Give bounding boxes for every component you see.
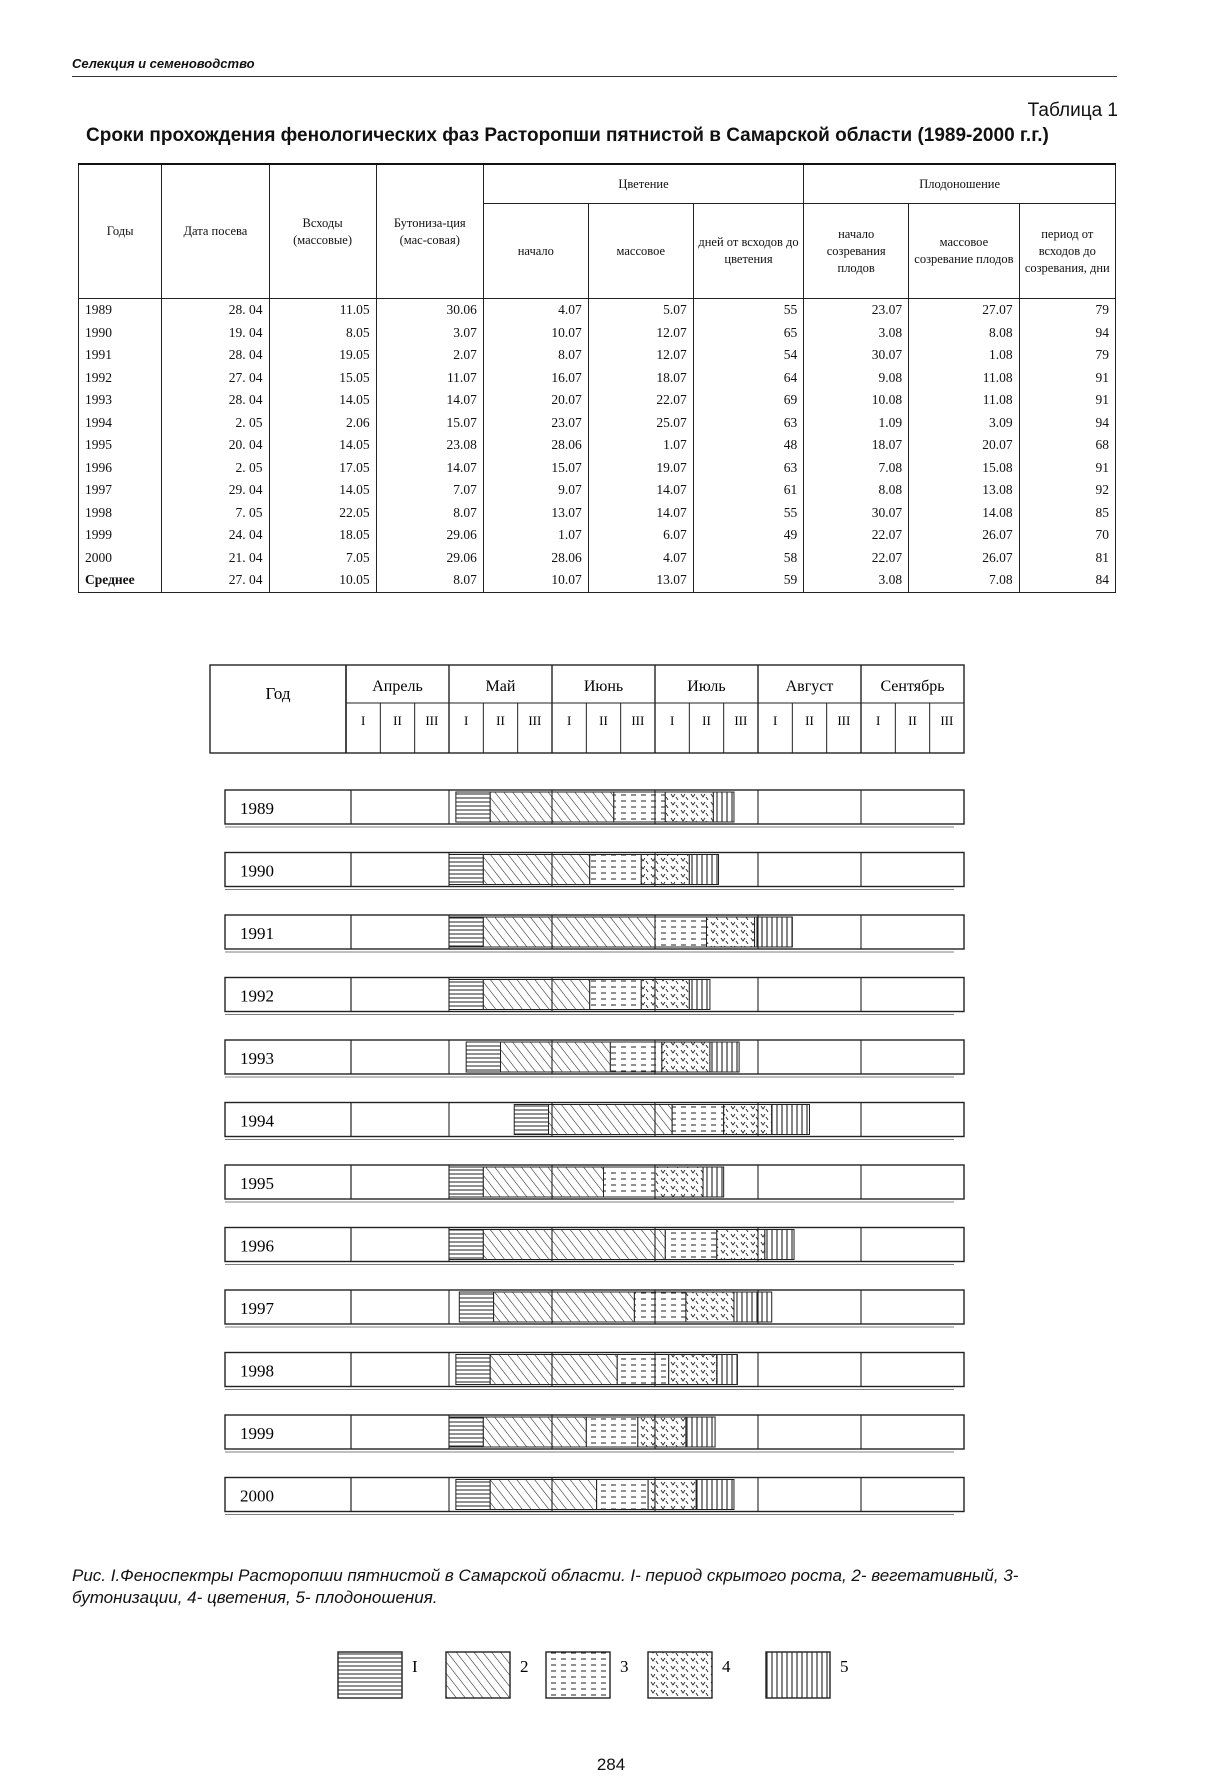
table-cell: 13.07: [483, 502, 588, 525]
phase-segment-2: [483, 917, 655, 947]
table-cell: 1.07: [588, 434, 693, 457]
table-cell: 22.07: [804, 524, 909, 547]
table-cell: 28. 04: [162, 344, 269, 367]
spectrum-year-label: 1994: [240, 1111, 274, 1131]
table-cell: 10.07: [483, 569, 588, 592]
decade-label: II: [599, 713, 608, 728]
header-days-to-flower: дней от всходов до цветения: [693, 204, 803, 299]
table-cell: 22.05: [269, 502, 376, 525]
table-cell: 23.07: [804, 299, 909, 322]
phase-segment-5: [689, 855, 718, 885]
phase-segment-3: [610, 1042, 662, 1072]
table-title: Сроки прохождения фенологических фаз Расторопши пятнистой в Самарской области (1989-2000 г.г.): [86, 125, 1049, 146]
table-cell: 11.05: [269, 299, 376, 322]
legend-swatch-4: [648, 1652, 712, 1698]
table-cell: 8.07: [483, 344, 588, 367]
phase-segment-1: [456, 1355, 490, 1385]
phase-segment-2: [483, 1417, 586, 1447]
table-cell: 27. 04: [162, 367, 269, 390]
table-cell: 2000: [79, 547, 162, 570]
table-cell: 49: [693, 524, 803, 547]
phase-segment-3: [672, 1105, 724, 1135]
phase-segment-3: [590, 855, 642, 885]
table-cell: 3.08: [804, 322, 909, 345]
decade-label: II: [496, 713, 505, 728]
header-sowing: Дата посева: [162, 164, 269, 299]
legend-label: 4: [722, 1657, 731, 1676]
phase-segment-1: [456, 1480, 490, 1510]
table-cell: 15.08: [909, 457, 1019, 480]
decade-label: I: [669, 713, 675, 728]
table-cell: 28.06: [483, 434, 588, 457]
table-cell: 63: [693, 412, 803, 435]
table-cell: 7.08: [909, 569, 1019, 592]
table-cell: Среднее: [79, 569, 162, 592]
table-cell: 2.07: [376, 344, 483, 367]
table-cell: 94: [1019, 412, 1115, 435]
table-cell: 61: [693, 479, 803, 502]
table-cell: 8.07: [376, 569, 483, 592]
table-cell: 30.07: [804, 502, 909, 525]
phase-segment-4: [686, 1292, 734, 1322]
phase-segment-5: [734, 1292, 772, 1322]
phase-segment-5: [686, 1417, 715, 1447]
decade-label: II: [908, 713, 917, 728]
table-cell: 30.06: [376, 299, 483, 322]
table-cell: 15.05: [269, 367, 376, 390]
table-cell: 2. 05: [162, 412, 269, 435]
table-cell: 6.07: [588, 524, 693, 547]
phase-segment-2: [483, 980, 589, 1010]
decade-label: I: [875, 713, 881, 728]
phase-segment-3: [634, 1292, 686, 1322]
decade-label: III: [425, 713, 439, 728]
table-cell: 10.08: [804, 389, 909, 412]
month-label: Июнь: [583, 678, 624, 695]
table-cell: 2.06: [269, 412, 376, 435]
table-cell: 10.05: [269, 569, 376, 592]
spectrum-year-label: 1991: [240, 924, 274, 943]
phase-segment-3: [590, 980, 642, 1010]
table-cell: 15.07: [376, 412, 483, 435]
header-flower-mass: массовое: [588, 204, 693, 299]
decade-label: III: [734, 713, 748, 728]
table-cell: 69: [693, 389, 803, 412]
table-cell: 1.08: [909, 344, 1019, 367]
month-label: Июль: [687, 678, 726, 695]
table-cell: 1992: [79, 367, 162, 390]
table-cell: 19.07: [588, 457, 693, 480]
table-cell: 1996: [79, 457, 162, 480]
spectrum-year-label: 1996: [240, 1236, 274, 1256]
header-shoots: Всходы (массовые): [269, 164, 376, 299]
header-ripen-start: начало созревания плодов: [804, 204, 909, 299]
table-cell: 85: [1019, 502, 1115, 525]
decade-label: I: [772, 713, 778, 728]
header-period: период от всходов до созревания, дни: [1019, 204, 1115, 299]
table-cell: 64: [693, 367, 803, 390]
table-cell: 14.07: [588, 479, 693, 502]
spectrum-year-label: 1995: [240, 1174, 274, 1193]
phase-segment-3: [665, 1230, 717, 1260]
spectrum-year-label: 2000: [240, 1486, 274, 1506]
phase-segment-2: [501, 1042, 611, 1072]
table-cell: 14.07: [376, 389, 483, 412]
phase-segment-2: [549, 1105, 673, 1135]
phase-segment-1: [449, 917, 483, 947]
table-cell: 20.07: [483, 389, 588, 412]
decade-label: I: [360, 713, 366, 728]
spectrum-year-label: 1992: [240, 986, 274, 1006]
phase-segment-4: [665, 792, 713, 822]
decade-label: III: [528, 713, 542, 728]
table-cell: 1994: [79, 412, 162, 435]
table-cell: 94: [1019, 322, 1115, 345]
table-cell: 7.05: [269, 547, 376, 570]
table-cell: 7.07: [376, 479, 483, 502]
table-cell: 65: [693, 322, 803, 345]
table-cell: 58: [693, 547, 803, 570]
table-label: Таблица 1: [1027, 100, 1118, 121]
decade-label: I: [566, 713, 572, 728]
table-cell: 24. 04: [162, 524, 269, 547]
decade-label: I: [463, 713, 469, 728]
table-cell: 3.09: [909, 412, 1019, 435]
table-cell: 79: [1019, 344, 1115, 367]
table-cell: 20.07: [909, 434, 1019, 457]
legend-label: 5: [840, 1657, 849, 1676]
phase-segment-5: [765, 1230, 794, 1260]
table-cell: 4.07: [588, 547, 693, 570]
phase-segment-1: [456, 792, 490, 822]
table-cell: 11.07: [376, 367, 483, 390]
table-cell: 9.07: [483, 479, 588, 502]
table-cell: 55: [693, 502, 803, 525]
table-cell: 27. 04: [162, 569, 269, 592]
table-cell: 79: [1019, 299, 1115, 322]
table-cell: 14.07: [376, 457, 483, 480]
table-cell: 91: [1019, 457, 1115, 480]
table-cell: 29.06: [376, 547, 483, 570]
table-cell: 13.08: [909, 479, 1019, 502]
table-cell: 25.07: [588, 412, 693, 435]
figure-caption: Рис. I.Феноспектры Расторопши пятнистой в Самарской области. I- период скрытого роста, 2- вегетативный, 3- бутонизации, 4- цветения, 5- плодоношения.: [72, 1566, 1019, 1607]
table-cell: 17.05: [269, 457, 376, 480]
phase-segment-3: [614, 792, 666, 822]
month-label: Май: [485, 678, 516, 695]
legend-swatch-2: [446, 1652, 510, 1698]
table-cell: 14.07: [588, 502, 693, 525]
running-title: Селекция и семеноводство: [72, 56, 255, 71]
table-cell: 10.07: [483, 322, 588, 345]
phase-segment-3: [604, 1167, 656, 1197]
decade-label: II: [702, 713, 711, 728]
table-cell: 1999: [79, 524, 162, 547]
table-cell: 1997: [79, 479, 162, 502]
phase-segment-5: [689, 980, 710, 1010]
month-label: Апрель: [372, 678, 423, 695]
table-cell: 14.05: [269, 434, 376, 457]
table-cell: 70: [1019, 524, 1115, 547]
table-cell: 2. 05: [162, 457, 269, 480]
spectrum-year-label: 1993: [240, 1049, 274, 1068]
table-cell: 55: [693, 299, 803, 322]
phase-segment-3: [617, 1355, 669, 1385]
table-cell: 8.08: [804, 479, 909, 502]
phase-segment-5: [713, 792, 734, 822]
table-cell: 22.07: [588, 389, 693, 412]
figure-year-header: Год: [265, 684, 291, 703]
phase-segment-2: [494, 1292, 635, 1322]
table-cell: 91: [1019, 367, 1115, 390]
table-cell: 21. 04: [162, 547, 269, 570]
table-cell: 30.07: [804, 344, 909, 367]
legend-label: 2: [520, 1657, 529, 1676]
phase-segment-1: [449, 1417, 483, 1447]
phase-segment-4: [641, 980, 689, 1010]
table-cell: 81: [1019, 547, 1115, 570]
phase-segment-2: [490, 1480, 596, 1510]
phase-segment-5: [710, 1042, 739, 1072]
table-cell: 1991: [79, 344, 162, 367]
table-cell: 18.07: [804, 434, 909, 457]
table-cell: 29. 04: [162, 479, 269, 502]
table-cell: 27.07: [909, 299, 1019, 322]
spectrum-year-label: 1998: [240, 1361, 274, 1381]
spectrum-year-label: 1997: [240, 1299, 274, 1318]
phase-segment-3: [655, 917, 707, 947]
table-cell: 7.08: [804, 457, 909, 480]
table-cell: 18.05: [269, 524, 376, 547]
decade-label: III: [631, 713, 645, 728]
table-cell: 1998: [79, 502, 162, 525]
decade-label: III: [940, 713, 954, 728]
table-cell: 8.07: [376, 502, 483, 525]
header-year: Годы: [79, 164, 162, 299]
table-cell: 16.07: [483, 367, 588, 390]
table-cell: 63: [693, 457, 803, 480]
table-cell: 14.05: [269, 389, 376, 412]
phase-segment-2: [483, 1167, 603, 1197]
phase-segment-3: [586, 1417, 638, 1447]
header-flower-start: начало: [483, 204, 588, 299]
table-cell: 1995: [79, 434, 162, 457]
phase-segment-4: [724, 1105, 772, 1135]
table-cell: 91: [1019, 389, 1115, 412]
table-cell: 18.07: [588, 367, 693, 390]
phase-segment-1: [449, 1167, 483, 1197]
table-cell: 22.07: [804, 547, 909, 570]
table-cell: 68: [1019, 434, 1115, 457]
table-cell: 7. 05: [162, 502, 269, 525]
table-cell: 9.08: [804, 367, 909, 390]
phase-segment-5: [717, 1355, 738, 1385]
decade-label: III: [837, 713, 851, 728]
legend-swatch-3: [546, 1652, 610, 1698]
header-budding: Бутониза-ция (мас-совая): [376, 164, 483, 299]
table-cell: 14.05: [269, 479, 376, 502]
phase-segment-2: [490, 1355, 617, 1385]
phase-segment-2: [483, 855, 589, 885]
table-cell: 28. 04: [162, 299, 269, 322]
phase-segment-5: [772, 1105, 810, 1135]
table-cell: 13.07: [588, 569, 693, 592]
table-cell: 4.07: [483, 299, 588, 322]
phase-segment-1: [449, 855, 483, 885]
table-cell: 20. 04: [162, 434, 269, 457]
spectrum-year-label: 1989: [240, 799, 274, 818]
phase-segment-4: [638, 1417, 686, 1447]
table-cell: 1990: [79, 322, 162, 345]
phase-segment-4: [662, 1042, 710, 1072]
phase-segment-4: [641, 855, 689, 885]
table-cell: 1989: [79, 299, 162, 322]
table-cell: 28. 04: [162, 389, 269, 412]
table-cell: 3.07: [376, 322, 483, 345]
phase-segment-5: [703, 1167, 724, 1197]
table-cell: 19. 04: [162, 322, 269, 345]
table-cell: 26.07: [909, 524, 1019, 547]
table-cell: 54: [693, 344, 803, 367]
table-cell: 84: [1019, 569, 1115, 592]
legend-swatch-5: [766, 1652, 830, 1698]
table-cell: 8.05: [269, 322, 376, 345]
phase-segment-3: [597, 1480, 649, 1510]
phase-segment-2: [483, 1230, 665, 1260]
phase-segment-1: [466, 1042, 500, 1072]
phase-segment-1: [459, 1292, 493, 1322]
table-cell: 59: [693, 569, 803, 592]
phase-segment-5: [696, 1480, 734, 1510]
phase-segment-4: [669, 1355, 717, 1385]
phase-segment-4: [655, 1167, 703, 1197]
table-cell: 19.05: [269, 344, 376, 367]
spectrum-year-label: 1990: [240, 861, 274, 881]
table-cell: 15.07: [483, 457, 588, 480]
decade-label: II: [805, 713, 814, 728]
month-label: Сентябрь: [880, 678, 945, 695]
table-cell: 12.07: [588, 322, 693, 345]
phase-segment-1: [449, 980, 483, 1010]
phase-segment-1: [449, 1230, 483, 1260]
table-cell: 12.07: [588, 344, 693, 367]
table-cell: 29.06: [376, 524, 483, 547]
phase-segment-4: [707, 917, 755, 947]
table-cell: 14.08: [909, 502, 1019, 525]
header-fruiting: Плодоношение: [804, 164, 1116, 204]
month-label: Август: [785, 678, 834, 695]
page-number: 284: [596, 1755, 626, 1774]
table-cell: 1.09: [804, 412, 909, 435]
table-cell: 26.07: [909, 547, 1019, 570]
table-cell: 5.07: [588, 299, 693, 322]
table-cell: 8.08: [909, 322, 1019, 345]
table-cell: 11.08: [909, 389, 1019, 412]
legend-label: I: [412, 1657, 418, 1676]
header-flowering: Цветение: [483, 164, 803, 204]
table-cell: 92: [1019, 479, 1115, 502]
phase-segment-5: [755, 917, 793, 947]
phase-segment-1: [514, 1105, 548, 1135]
table-cell: 28.06: [483, 547, 588, 570]
table-cell: 23.08: [376, 434, 483, 457]
table-cell: 11.08: [909, 367, 1019, 390]
table-cell: 48: [693, 434, 803, 457]
legend-label: 3: [620, 1657, 629, 1676]
decade-label: II: [393, 713, 402, 728]
header-ripen-mass: массовое созревание плодов: [909, 204, 1019, 299]
spectrum-year-label: 1999: [240, 1424, 274, 1443]
table-cell: 1993: [79, 389, 162, 412]
table-cell: 1.07: [483, 524, 588, 547]
legend-swatch-1: [338, 1652, 402, 1698]
table-cell: 23.07: [483, 412, 588, 435]
table-cell: 3.08: [804, 569, 909, 592]
